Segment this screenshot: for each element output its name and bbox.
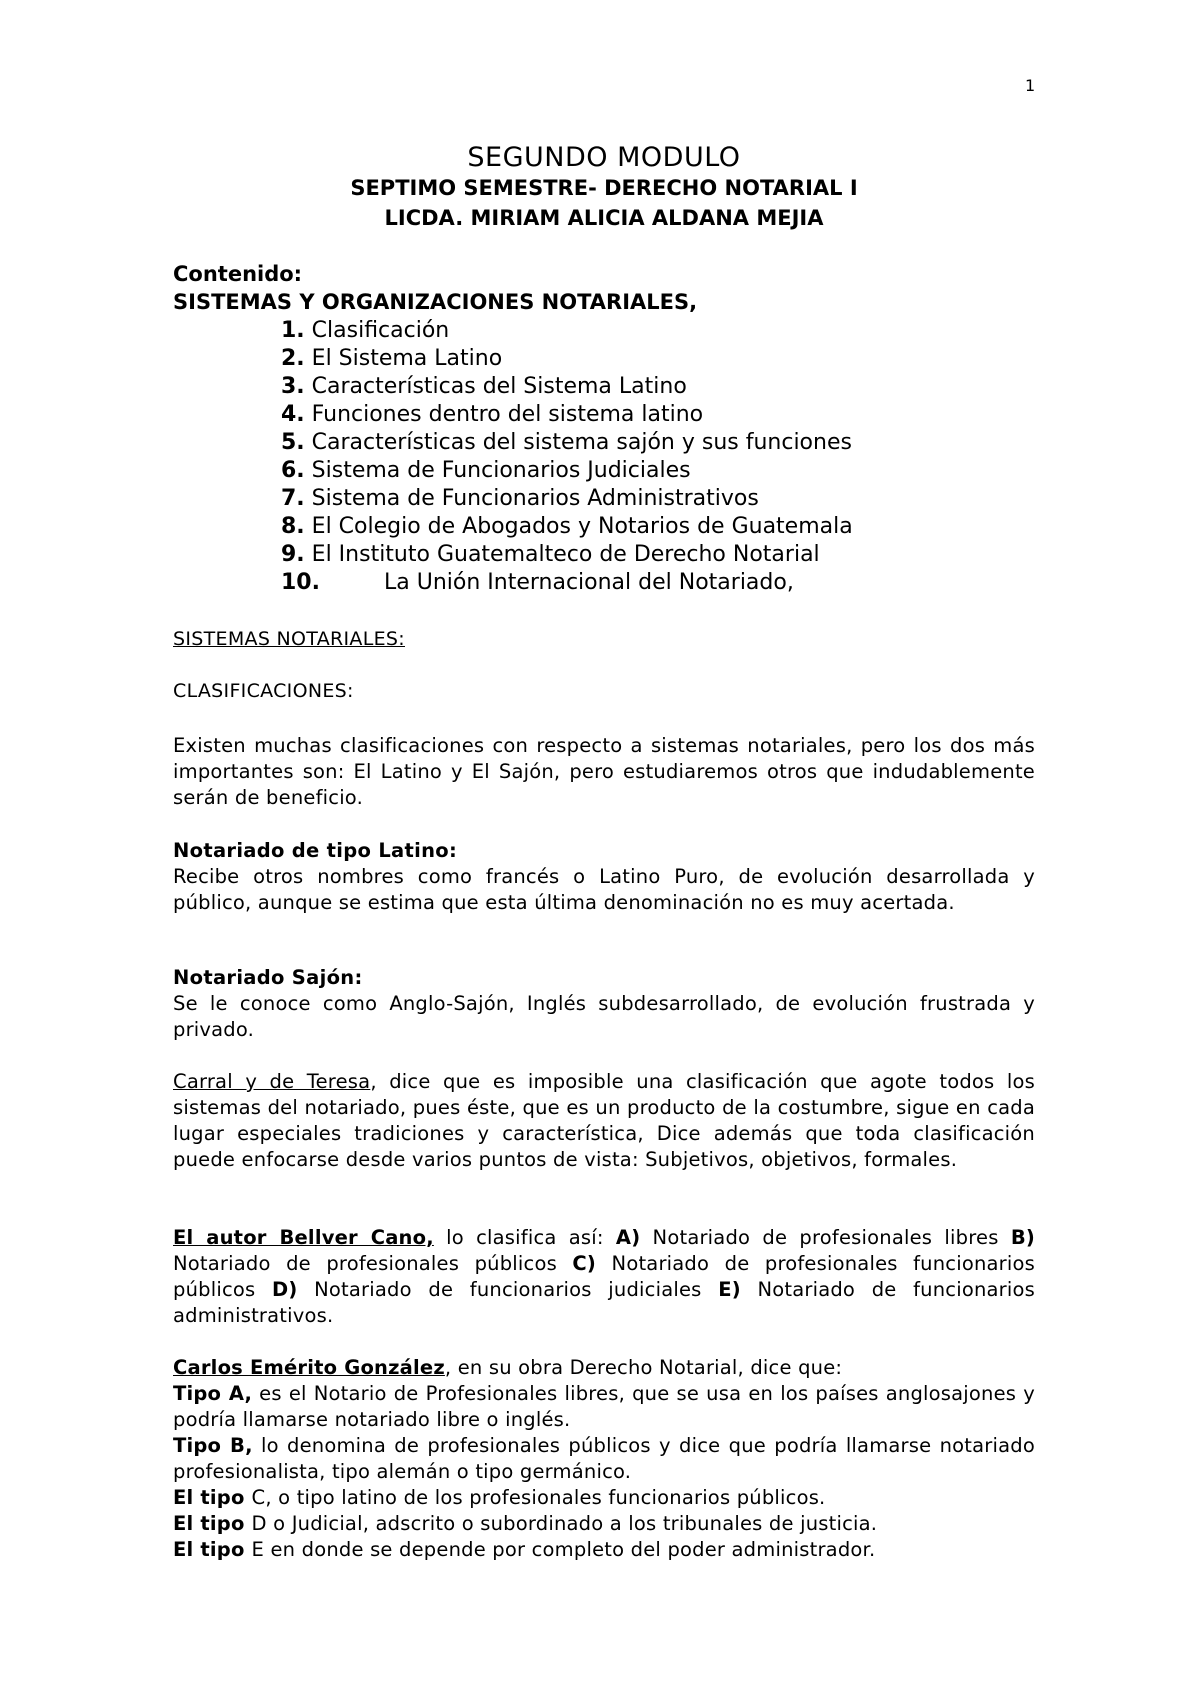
toc-item: 2. El Sistema Latino (281, 346, 503, 371)
section-title-sistemas: SISTEMAS NOTARIALES: (173, 628, 405, 650)
toc-item: 5. Características del sistema sajón y sus funciones (281, 430, 852, 455)
document-author: LICDA. MIRIAM ALICIA ALDANA MEJIA (384, 206, 824, 230)
carral-paragraph: Carral y de Teresa, dice que es imposible una clasificación que agote todos los sistemas del notariado, pues éste, que es un producto de la costumbre, sigue en cada lugar especiales tradiciones y característica, Dice además que toda clasificación puede enfocarse desde varios puntos de vista: Subjetivos, objetivos, formales. (173, 1070, 1036, 1171)
tipo-b-paragraph: Tipo B, lo denomina de profesionales públicos y dice que podría llamarse notariado profesionalista, tipo alemán o tipo germánico. (173, 1434, 1035, 1483)
toc-item: 6. Sistema de Funcionarios Judiciales (281, 458, 691, 483)
bellver-author: El autor Bellver Cano, (173, 1226, 434, 1249)
contenido-heading: SISTEMAS Y ORGANIZACIONES NOTARIALES, (173, 290, 698, 314)
bellver-paragraph: El autor Bellver Cano, lo clasifica así: A) Notariado de profesionales libres B) Notariado de profesionales públicos C) Notariado de profesionales funcionarios públicos D) Notariado de funcionarios judiciales E) Notariado de funcionarios administrativos. (173, 1226, 1035, 1327)
latino-paragraph: Recibe otros nombres como francés o Latino Puro, de evolución desarrollada y público, aunque se estima que esta última denominación no es muy acertada. (173, 865, 1035, 914)
tipo-e-paragraph: El tipo E en donde se depende por completo del poder administrador. (173, 1538, 876, 1561)
toc-item: 10. La Unión Internacional del Notariado, (281, 570, 794, 595)
tipo-c-paragraph: El tipo C, o tipo latino de los profesionales funcionarios públicos. (173, 1486, 826, 1509)
sajon-paragraph: Se le conoce como Anglo-Sajón, Inglés subdesarrollado, de evolución frustrada y privado. (173, 992, 1035, 1041)
gonzalez-author: Carlos Emérito González (173, 1356, 445, 1379)
carral-author: Carral y de Teresa (173, 1070, 371, 1093)
contenido-label: Contenido: (173, 262, 303, 286)
toc-item: 3. Características del Sistema Latino (281, 374, 687, 399)
sajon-heading: Notariado Sajón: (173, 966, 363, 989)
tipo-a-paragraph: Tipo A, es el Notario de Profesionales libres, que se usa en los países anglosajones y podría llamarse notariado libre o inglés. (173, 1382, 1035, 1431)
document-title: SEGUNDO MODULO (467, 142, 741, 173)
toc-item: 9. El Instituto Guatemalteco de Derecho Notarial (281, 542, 820, 567)
gonzalez-intro: Carlos Emérito González, en su obra Derecho Notarial, dice que: (173, 1356, 843, 1379)
toc-item: 1. Clasificación (281, 318, 450, 343)
toc-item: 4. Funciones dentro del sistema latino (281, 402, 704, 427)
toc-item: 8. El Colegio de Abogados y Notarios de Guatemala (281, 514, 853, 539)
toc-item: 7. Sistema de Funcionarios Administrativos (281, 486, 759, 511)
intro-paragraph: Existen muchas clasificaciones con respecto a sistemas notariales, pero los dos más importantes son: El Latino y El Sajón, pero estudiaremos otros que indudablemente serán de beneficio. (173, 734, 1035, 809)
document-subtitle: SEPTIMO SEMESTRE- DERECHO NOTARIAL I (350, 176, 858, 200)
latino-heading: Notariado de tipo Latino: (173, 839, 458, 862)
section-title-clasificaciones: CLASIFICACIONES: (173, 680, 354, 702)
tipo-d-paragraph: El tipo D o Judicial, adscrito o subordinado a los tribunales de justicia. (173, 1512, 878, 1535)
page-number: 1 (1025, 76, 1036, 95)
